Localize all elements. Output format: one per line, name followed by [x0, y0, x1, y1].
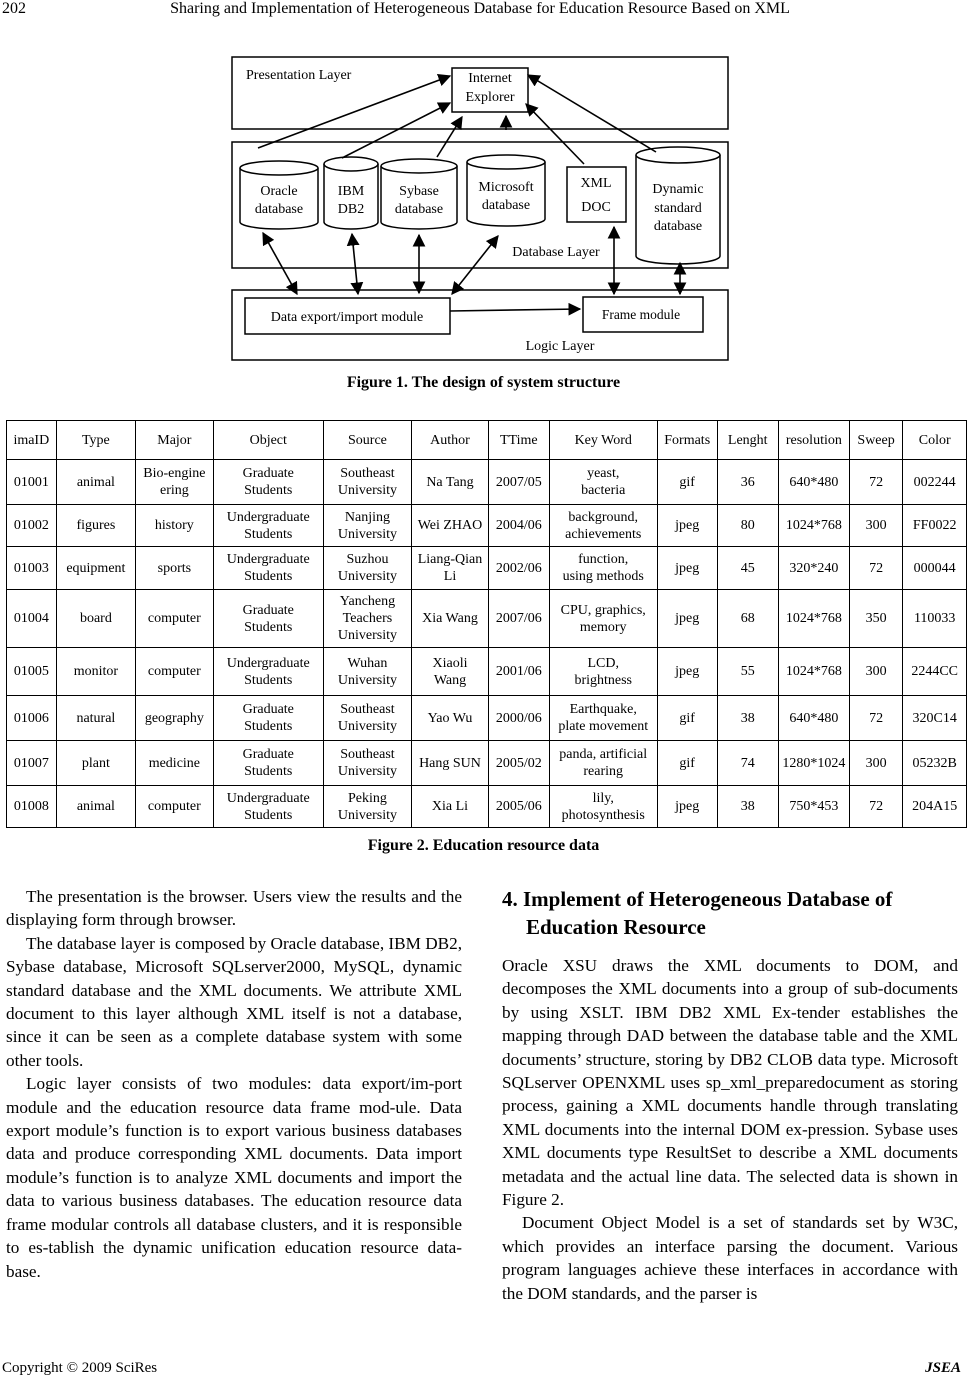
table-cell: 2002/06 [488, 547, 549, 590]
table-cell: monitor [56, 648, 135, 696]
table-header-cell: Key Word [549, 421, 657, 460]
browser-label-2: Explorer [465, 90, 515, 105]
journal-name: JSEA [925, 1360, 961, 1376]
table-cell: 36 [717, 460, 778, 505]
table-row [7, 590, 967, 648]
table-cell: 2004/06 [488, 505, 549, 547]
table-cell: panda, artificial rearing [549, 741, 657, 786]
table-row [7, 505, 967, 547]
table-cell: 01001 [7, 460, 57, 505]
table-cell: 72 [849, 460, 903, 505]
table-header-row [7, 421, 967, 460]
table-cell: computer [136, 786, 214, 828]
table-cell: jpeg [657, 786, 717, 828]
table-header-cell: TTime [488, 421, 549, 460]
table-cell: Peking University [323, 786, 411, 828]
table-header-cell: Source [323, 421, 411, 460]
table-cell: gif [657, 741, 717, 786]
table-cell: 74 [717, 741, 778, 786]
table-cell: Undergraduate Students [213, 786, 323, 828]
table-cell: 1024*768 [778, 590, 849, 648]
figure2-caption: Figure 2. Education resource data [367, 837, 600, 854]
right-column-text [502, 954, 958, 1305]
table-cell: Undergraduate Students [213, 547, 323, 590]
table-cell: 01003 [7, 547, 57, 590]
table-cell: Graduate Students [213, 741, 323, 786]
table-cell: jpeg [657, 590, 717, 648]
table-cell: 68 [717, 590, 778, 648]
figure1-caption: Figure 1. The design of system structure [346, 374, 621, 391]
table-cell: Wei ZHAO [412, 505, 489, 547]
table-header-cell: resolution [778, 421, 849, 460]
table-header-cell: Object [213, 421, 323, 460]
table-cell: jpeg [657, 648, 717, 696]
table-cell: Graduate Students [213, 696, 323, 741]
table-cell: function, using methods [549, 547, 657, 590]
table-cell: 2005/06 [488, 786, 549, 828]
table-cell: 01004 [7, 590, 57, 648]
table-cell: 72 [849, 696, 903, 741]
table-cell: Graduate Students [213, 590, 323, 648]
table-cell: FF0022 [903, 505, 967, 547]
table-header-cell: Sweep [849, 421, 903, 460]
dynamic-label-2: standard [654, 201, 702, 216]
table-header-cell: Color [903, 421, 967, 460]
xml-label-2: DOC [581, 200, 611, 215]
table-cell: 002244 [903, 460, 967, 505]
table-row [7, 460, 967, 505]
table-cell: 38 [717, 696, 778, 741]
table-header-cell: Major [136, 421, 214, 460]
table-cell: Bio-engine ering [136, 460, 214, 505]
oracle-label-2: database [254, 202, 304, 217]
table-cell: Southeast University [323, 460, 411, 505]
table-cell: Xiaoli Wang [412, 648, 489, 696]
table-cell: 300 [849, 648, 903, 696]
table-cell: Na Tang [412, 460, 489, 505]
copyright: Copyright © 2009 SciRes [2, 1360, 158, 1376]
table-cell: 1024*768 [778, 505, 849, 547]
table-cell: Southeast University [323, 696, 411, 741]
table-cell: LCD, brightness [549, 648, 657, 696]
table-cell: background, achievements [549, 505, 657, 547]
table-cell: jpeg [657, 547, 717, 590]
table-cell: Hang SUN [412, 741, 489, 786]
table-cell: 110033 [903, 590, 967, 648]
table-cell: 2005/02 [488, 741, 549, 786]
table-cell: yeast, bacteria [549, 460, 657, 505]
dynamic-label-3: database [653, 219, 703, 234]
table-cell: geography [136, 696, 214, 741]
table-row [7, 696, 967, 741]
table-header-cell: imaID [7, 421, 57, 460]
table-cell: 640*480 [778, 460, 849, 505]
table-cell: 01008 [7, 786, 57, 828]
table-cell: 300 [849, 505, 903, 547]
left-paragraph-1: The presentation is the browser. Users view the results and the displaying form through browser. [6, 887, 462, 930]
table-cell: 204A15 [903, 786, 967, 828]
ibm-label-1: IBM [337, 184, 365, 199]
oracle-label-1: Oracle [260, 184, 298, 199]
table-cell: Yancheng Teachers University [323, 590, 411, 648]
table-cell: gif [657, 460, 717, 505]
ibm-label-2: DB2 [337, 202, 365, 217]
table-cell: 640*480 [778, 696, 849, 741]
table-cell: gif [657, 696, 717, 741]
table-cell: Southeast University [323, 741, 411, 786]
table-cell: 2000/06 [488, 696, 549, 741]
table-cell: 45 [717, 547, 778, 590]
table-cell: lily, photosynthesis [549, 786, 657, 828]
system-structure-diagram [0, 50, 967, 370]
table-cell: 01005 [7, 648, 57, 696]
table-cell: Liang-Qian Li [412, 547, 489, 590]
table-cell: CPU, graphics, memory [549, 590, 657, 648]
table-cell: medicine [136, 741, 214, 786]
table-cell: 01002 [7, 505, 57, 547]
presentation-layer-label: Presentation Layer [246, 68, 352, 83]
table-cell: Wuhan University [323, 648, 411, 696]
table-cell: 72 [849, 786, 903, 828]
table-cell: 2007/06 [488, 590, 549, 648]
section-heading [502, 885, 962, 941]
section-heading-text: 4. Implement of Heterogeneous Database of Education Resource [502, 887, 893, 939]
table-cell: Undergraduate Students [213, 648, 323, 696]
table-cell: Graduate Students [213, 460, 323, 505]
left-paragraph-3: Logic layer consists of two modules: data export/im-port module and the education resource data frame mod-ule. Data export module’s function is to export various business databases data and produce corresponding XML documents. Data import module’s function is to analyze XML documents and import the data to various business databases. The education resource data frame modular controls all database clusters, and it is responsible to es-tablish the dynamic unification education resource data-base. [6, 1074, 462, 1281]
table-cell: Suzhou University [323, 547, 411, 590]
table-header-cell: Author [412, 421, 489, 460]
table-cell: 1024*768 [778, 648, 849, 696]
database-layer-label: Database Layer [512, 245, 600, 260]
table-cell: jpeg [657, 505, 717, 547]
page-header [0, 0, 967, 24]
microsoft-label-1: Microsoft [478, 180, 534, 195]
table-cell: computer [136, 648, 214, 696]
table-header-cell: Formats [657, 421, 717, 460]
table-cell: board [56, 590, 135, 648]
sybase-label-2: database [394, 202, 444, 217]
table-cell: equipment [56, 547, 135, 590]
table-cell: 72 [849, 547, 903, 590]
table-cell: 350 [849, 590, 903, 648]
table-cell: 2007/05 [488, 460, 549, 505]
table-cell: history [136, 505, 214, 547]
frame-module-label: Frame module [601, 307, 681, 322]
table-row [7, 648, 967, 696]
logic-layer-label: Logic Layer [525, 339, 595, 354]
export-module-label: Data export/import module [270, 310, 424, 325]
table-cell: 2001/06 [488, 648, 549, 696]
right-paragraph-1: Oracle XSU draws the XML documents to DOM, and decomposes the XML documents into a group of sub-documents by using XSLT. IBM DB2 XML Ex-tender establishes the mapping through DAD between the database table and the XML documents’ structure, storing by DB2 CLOB data type. Microsoft SQLserver OPENXML uses sp_xml_preparedocument as storing process, gaining a XML documents handle through translating XML documents into the internal DOM ex-pression. Sybase uses XML documents type ResultSet to describe a XML documents metadata and the actual line data. The selected data is shown in Figure 2. [502, 956, 958, 1210]
table-cell: 320C14 [903, 696, 967, 741]
table-cell: animal [56, 786, 135, 828]
education-resource-table [6, 420, 967, 828]
table-cell: natural [56, 696, 135, 741]
table-row [7, 547, 967, 590]
microsoft-label-2: database [481, 198, 531, 213]
table-cell: 05232B [903, 741, 967, 786]
table-cell: Xia Wang [412, 590, 489, 648]
table-cell: computer [136, 590, 214, 648]
table-cell: plant [56, 741, 135, 786]
sybase-label-1: Sybase [399, 184, 439, 199]
table-header-cell: Lenght [717, 421, 778, 460]
dynamic-label-1: Dynamic [652, 182, 704, 197]
table-cell: sports [136, 547, 214, 590]
table-cell: Earthquake, plate movement [549, 696, 657, 741]
table-cell: 01006 [7, 696, 57, 741]
right-paragraph-2: Document Object Model is a set of standards set by W3C, which provides an interface parsing the document. Various program languages achieve these interfaces in accordance with the DOM standards, and the parser is [502, 1213, 958, 1303]
table-row [7, 741, 967, 786]
table-cell: 300 [849, 741, 903, 786]
page-number: 202 [2, 0, 26, 17]
table-cell: 55 [717, 648, 778, 696]
table-cell: Nanjing University [323, 505, 411, 547]
table-cell: Undergraduate Students [213, 505, 323, 547]
table-cell: 320*240 [778, 547, 849, 590]
left-column-text [6, 885, 462, 1283]
browser-label-1: Internet [468, 71, 512, 86]
table-cell: 2244CC [903, 648, 967, 696]
table-header-cell: Type [56, 421, 135, 460]
table-cell: 01007 [7, 741, 57, 786]
table-cell: 80 [717, 505, 778, 547]
table-row [7, 786, 967, 828]
left-paragraph-2: The database layer is composed by Oracle database, IBM DB2, Sybase database, Microsoft SQLserver2000, MySQL, dynamic standard database and the XML documents. We attribute XML document to this layer although XML itself is not a database, since it can be seen as a complete database system with some other tools. [6, 933, 462, 1070]
table-cell: animal [56, 460, 135, 505]
running-title: Sharing and Implementation of Heterogeneous Database for Education Resource Based on XML [170, 0, 790, 17]
table-cell: 38 [717, 786, 778, 828]
table-cell: figures [56, 505, 135, 547]
table-cell: Yao Wu [412, 696, 489, 741]
table-cell: Xia Li [412, 786, 489, 828]
table-cell: 750*453 [778, 786, 849, 828]
xml-label-1: XML [580, 176, 612, 191]
table-cell: 000044 [903, 547, 967, 590]
table-cell: 1280*1024 [778, 741, 849, 786]
